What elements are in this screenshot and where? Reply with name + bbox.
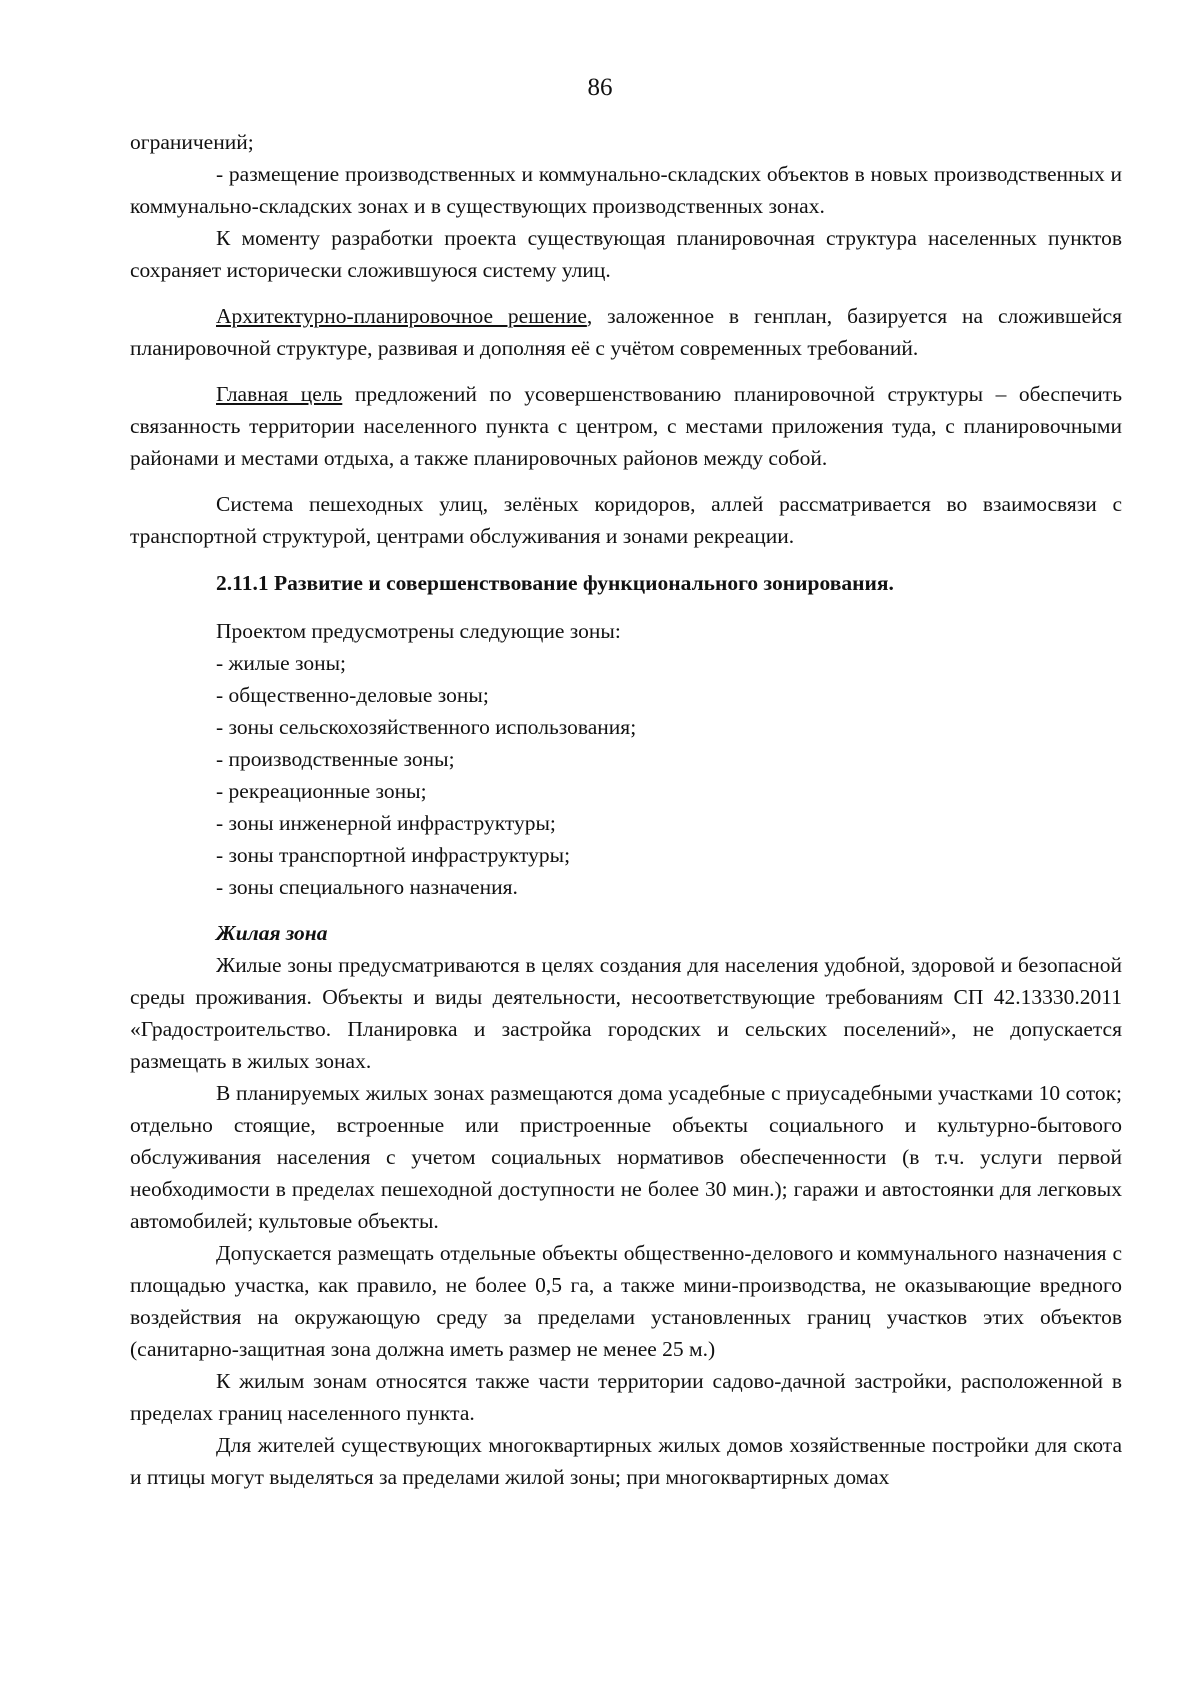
list-item: - зоны специального назначения. — [216, 875, 518, 899]
paragraph-main-goal — [130, 378, 1122, 474]
paragraph-architectural-solution-text: , заложенное в генплан, базируется на сложившейся планировочной структуре, развивая и дополняя её с учётом современных требований. — [130, 304, 1123, 360]
paragraph-residential-purpose: Жилые зоны предусматриваются в целях создания для населения удобной, здоровой и безопасной среды проживания. Объекты и виды деятельности, несоответствующие требованиям СП 42.13330.2011 «Градостроительство. Планировка и застройка городских и сельских поселений», не допускается размещать в жилых зонах. — [130, 953, 1122, 1073]
paragraph-main-goal-text: предложений по усовершенствованию планировочной структуры – обеспечить связанность территории населенного пункта с центром, с местами приложения туда, с планировочными районами и местами отдыха, а также планировочных районов между собой. — [130, 382, 1122, 470]
zones-list — [130, 647, 1122, 903]
list-item: - рекреационные зоны; — [216, 779, 427, 803]
list-item: - производственные зоны; — [216, 747, 455, 771]
subheading-residential-zone: Жилая зона — [216, 921, 328, 945]
list-item: - зоны сельскохозяйственного использования; — [216, 715, 637, 739]
underlined-term-main-goal: Главная цель — [216, 382, 343, 406]
zones-intro: Проектом предусмотрены следующие зоны: — [216, 619, 621, 643]
list-item: - жилые зоны; — [216, 651, 347, 675]
paragraph-restrictions-end: ограничений; — [130, 130, 254, 154]
paragraph-planning-structure: К моменту разработки проекта существующая планировочная структура населенных пунктов сохраняет исторически сложившуюся систему улиц. — [130, 226, 1122, 282]
list-item: - зоны инженерной инфраструктуры; — [216, 811, 556, 835]
paragraph-garden-territories: К жилым зонам относятся также части территории садово-дачной застройки, расположенной в пределах границ населенного пункта. — [130, 1369, 1122, 1425]
paragraph-architectural-solution — [130, 300, 1122, 364]
page-content — [130, 126, 1122, 1493]
list-item: - зоны транспортной инфраструктуры; — [216, 843, 571, 867]
section-heading: 2.11.1 Развитие и совершенствование функционального зонирования. — [216, 571, 894, 595]
page-number: 86 — [587, 74, 613, 101]
list-item: - общественно-деловые зоны; — [216, 683, 489, 707]
paragraph-residential-allowed: Допускается размещать отдельные объекты общественно-делового и коммунального назначения с площадью участка, как правило, не более 0,5 га, а также мини-производства, не оказывающие вредного воздействия на окружающую среду за пределами установленных границ участков этих объектов (санитарно-защитная зона должна иметь размер не менее 25 м.) — [130, 1241, 1122, 1361]
paragraph-production-placement: - размещение производственных и коммунально-складских объектов в новых производственных и коммунально-складских зонах и в существующих производственных зонах. — [130, 162, 1122, 218]
paragraph-pedestrian-system: Система пешеходных улиц, зелёных коридоров, аллей рассматривается во взаимосвязи с транспортной структурой, центрами обслуживания и зонами рекреации. — [130, 492, 1122, 548]
paragraph-residential-placement: В планируемых жилых зонах размещаются дома усадебные с приусадебными участками 10 соток; отдельно стоящие, встроенные или пристроенные объекты социального и культурно-бытового обслуживания населения с учетом социальных нормативов обеспеченности (в т.ч. услуги первой необходимости в пределах пешеходной доступности не более 30 мин.); гаражи и автостоянки для легковых автомобилей; культовые объекты. — [130, 1081, 1122, 1233]
underlined-term-architectural-solution: Архитектурно-планировочное решение — [216, 304, 587, 328]
paragraph-outbuildings: Для жителей существующих многоквартирных жилых домов хозяйственные постройки для скота и птицы могут выделяться за пределами жилой зоны; при многоквартирных домах — [130, 1433, 1122, 1489]
